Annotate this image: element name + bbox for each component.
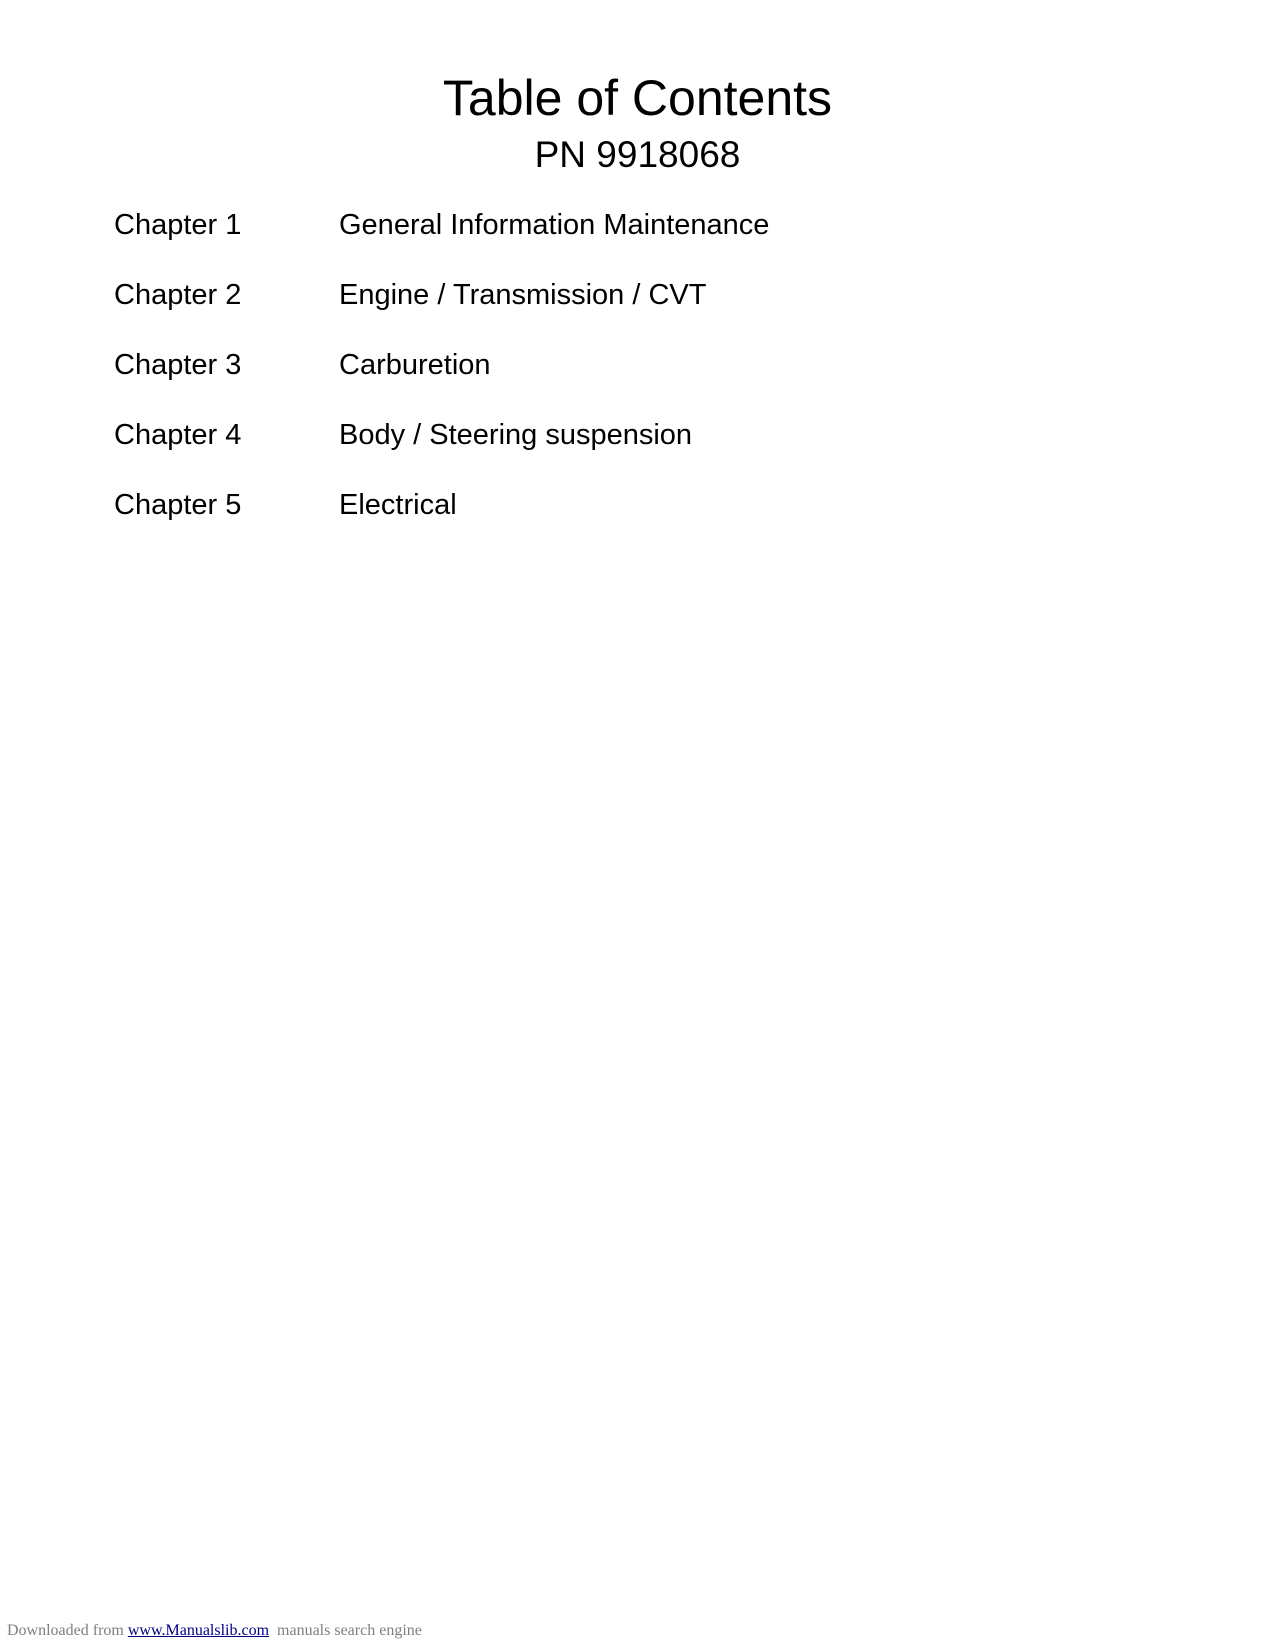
- toc-row-chapter-4: [114, 415, 1114, 485]
- download-footer: [7, 1622, 422, 1640]
- toc-chapter-label: Chapter 5: [114, 489, 242, 521]
- toc-chapter-topic: Body / Steering suspension: [339, 419, 693, 451]
- toc-row-chapter-1: [114, 205, 1114, 275]
- footer-suffix: manuals search engine: [269, 1622, 422, 1639]
- manualslib-link[interactable]: www.Manualslib.com: [127, 1622, 270, 1639]
- toc-chapter-topic: General Information Maintenance: [339, 209, 770, 241]
- toc-row-chapter-3: [114, 345, 1114, 415]
- toc-chapter-label: Chapter 4: [114, 419, 242, 451]
- toc-row-chapter-2: [114, 275, 1114, 345]
- page-title: Table of Contents: [442, 70, 833, 126]
- toc-row-chapter-5: [114, 485, 1114, 555]
- toc-chapter-topic: Carburetion: [339, 349, 491, 381]
- toc-chapter-topic: Engine / Transmission / CVT: [339, 279, 707, 311]
- part-number: PN 9918068: [534, 134, 741, 175]
- table-of-contents: [114, 205, 1114, 555]
- footer-prefix: Downloaded from: [7, 1622, 128, 1639]
- toc-chapter-topic: Electrical: [339, 489, 457, 521]
- toc-chapter-label: Chapter 2: [114, 279, 242, 311]
- toc-chapter-label: Chapter 3: [114, 349, 242, 381]
- toc-chapter-label: Chapter 1: [114, 209, 242, 241]
